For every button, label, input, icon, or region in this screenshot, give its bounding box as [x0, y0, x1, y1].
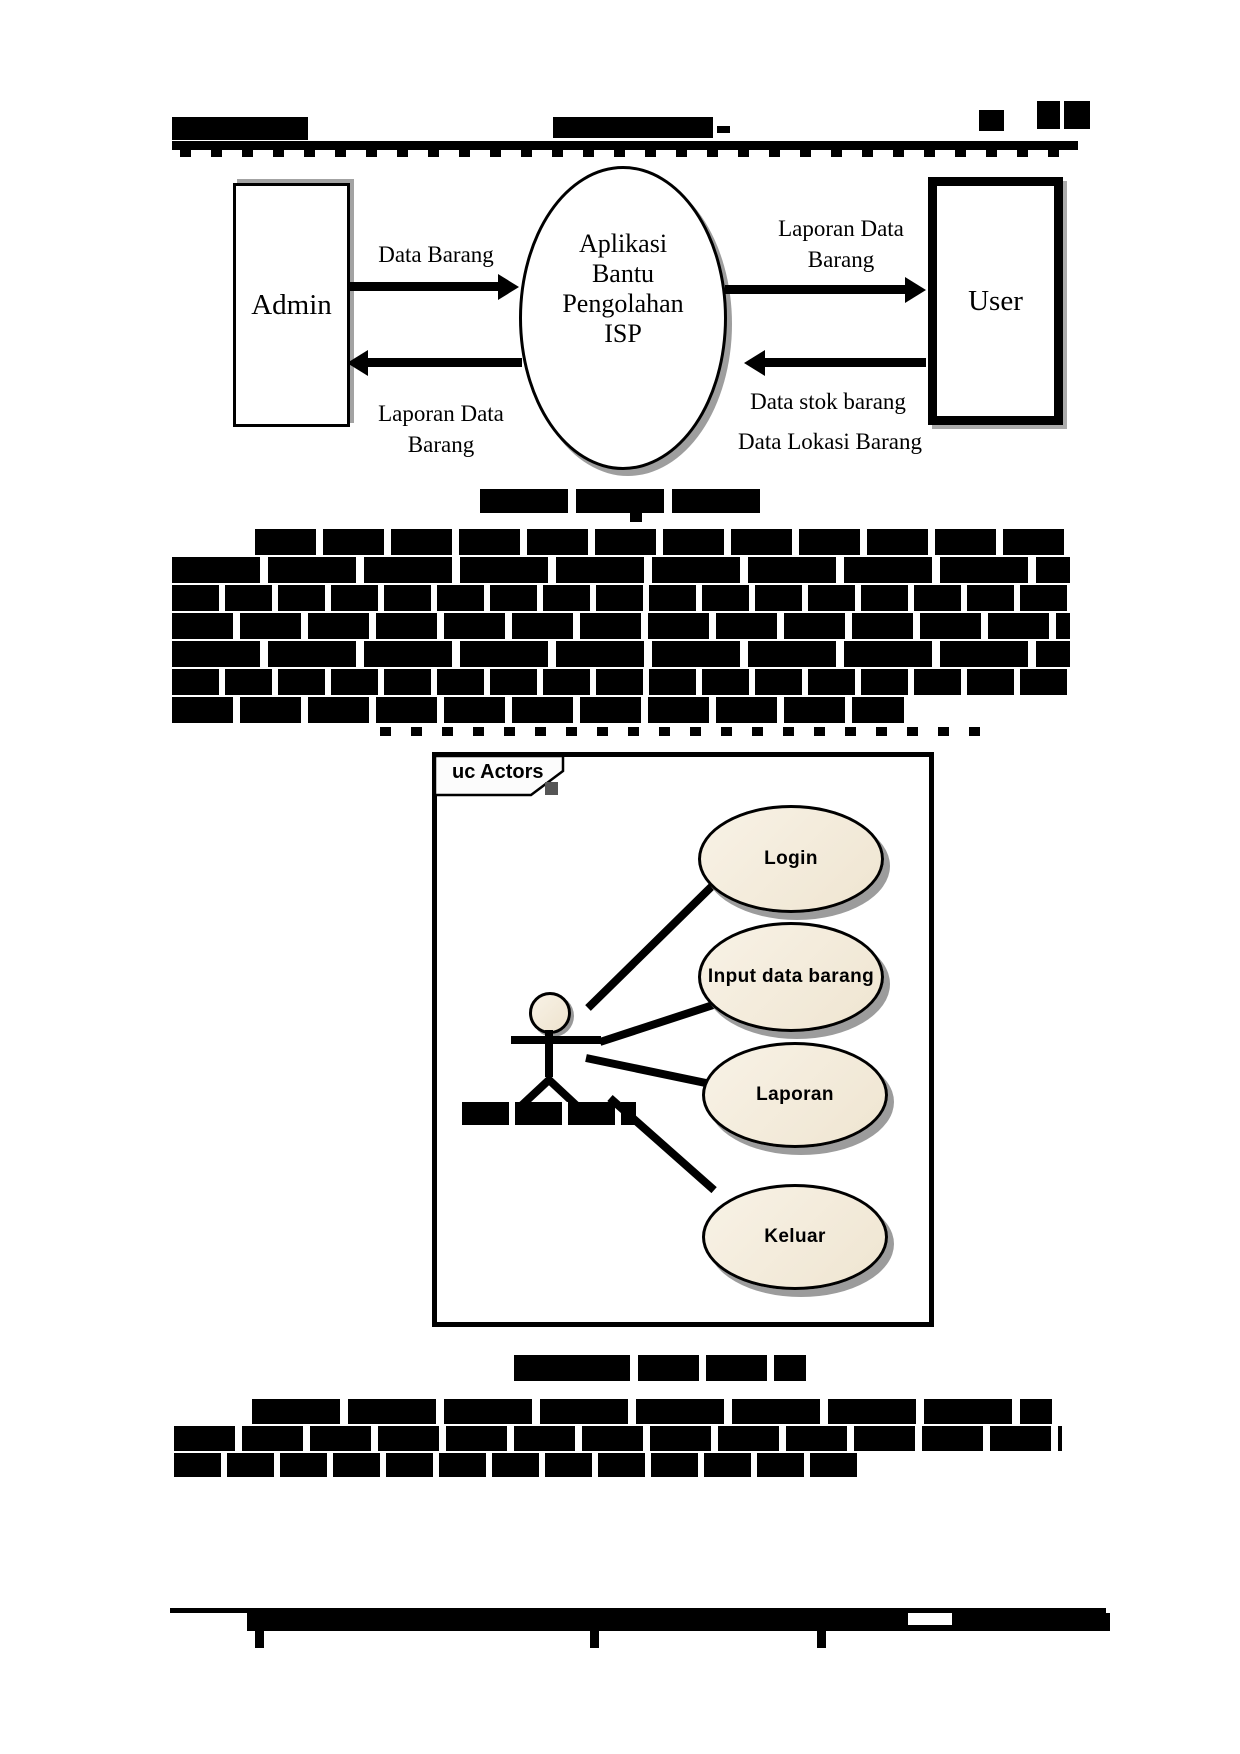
use-case-laporan-label: Laporan — [756, 1084, 834, 1105]
redacted-text-line — [172, 669, 1070, 695]
actor-head — [529, 992, 571, 1034]
flow-laporan-user-arrowhead — [905, 277, 926, 303]
redacted-actor-name — [462, 1102, 636, 1125]
redacted-text-line — [172, 585, 1070, 611]
redacted-text-line — [172, 613, 1070, 639]
user-label: User — [968, 284, 1023, 317]
admin-label: Admin — [251, 288, 332, 321]
process-label: Aplikasi Bantu Pengolahan ISP — [562, 229, 684, 348]
flow-laporan-admin-line — [368, 358, 522, 367]
redacted-text-line — [174, 1453, 862, 1477]
use-case-keluar-label: Keluar — [764, 1226, 826, 1247]
flow-data-barang-label: Data Barang — [378, 242, 494, 267]
footer-tick-3 — [817, 1631, 826, 1648]
footer-bar-gap — [908, 1613, 952, 1625]
actor-arms — [511, 1036, 601, 1044]
flow-user-process-line — [765, 358, 926, 367]
context-entity-user — [928, 177, 1063, 425]
header-rule-dashes — [180, 150, 1070, 157]
redacted-header-right-1 — [979, 110, 1004, 131]
footer-tick-2 — [590, 1631, 599, 1648]
context-entity-admin — [233, 183, 350, 427]
flow-laporan-user-label: Laporan Data Barang — [778, 216, 904, 272]
uc-frame-label: uc Actors — [452, 761, 544, 783]
redacted-text-dashes — [380, 727, 980, 736]
use-case-input-label: Input data barang — [707, 966, 875, 987]
redacted-header-right-3 — [1064, 101, 1090, 129]
footer-tick-1 — [255, 1631, 264, 1648]
redacted-footer-bar — [247, 1613, 1110, 1631]
use-case-laporan — [702, 1042, 888, 1148]
flow-laporan-user-line — [725, 285, 910, 294]
redacted-figure-caption-2a — [514, 1355, 630, 1381]
flow-laporan-admin-label: Laporan Data Barang — [378, 401, 504, 457]
context-process-ellipse — [519, 166, 727, 470]
redacted-header-center — [553, 117, 713, 138]
flow-data-lokasi-label: Data Lokasi Barang — [738, 429, 922, 454]
flow-data-barang-line — [350, 282, 500, 291]
redacted-header-left — [172, 117, 308, 140]
header-rule — [172, 141, 1078, 150]
redacted-text-line — [172, 557, 1070, 583]
redacted-text-line — [252, 1399, 1052, 1424]
redacted-header-dash — [717, 126, 730, 133]
redacted-figure-caption-1 — [480, 489, 760, 513]
redacted-text-line — [255, 529, 1067, 555]
use-case-login-label: Login — [764, 848, 818, 869]
flow-user-process-arrowhead — [744, 350, 765, 376]
uc-tab-corner-shadow — [545, 782, 558, 795]
flow-data-stok-label: Data stok barang — [750, 389, 906, 414]
redacted-header-right-2 — [1037, 101, 1060, 129]
use-case-login — [698, 805, 884, 913]
redacted-text-line — [174, 1426, 1062, 1451]
redacted-text-line — [172, 697, 904, 723]
flow-laporan-admin-arrowhead — [347, 350, 368, 376]
redacted-text-line — [172, 641, 1070, 667]
use-case-input-data-barang — [698, 922, 884, 1032]
use-case-keluar — [702, 1184, 888, 1290]
flow-data-barang-arrowhead — [498, 274, 519, 300]
redacted-caption-descender — [630, 513, 642, 522]
redacted-figure-caption-2b — [638, 1355, 806, 1381]
